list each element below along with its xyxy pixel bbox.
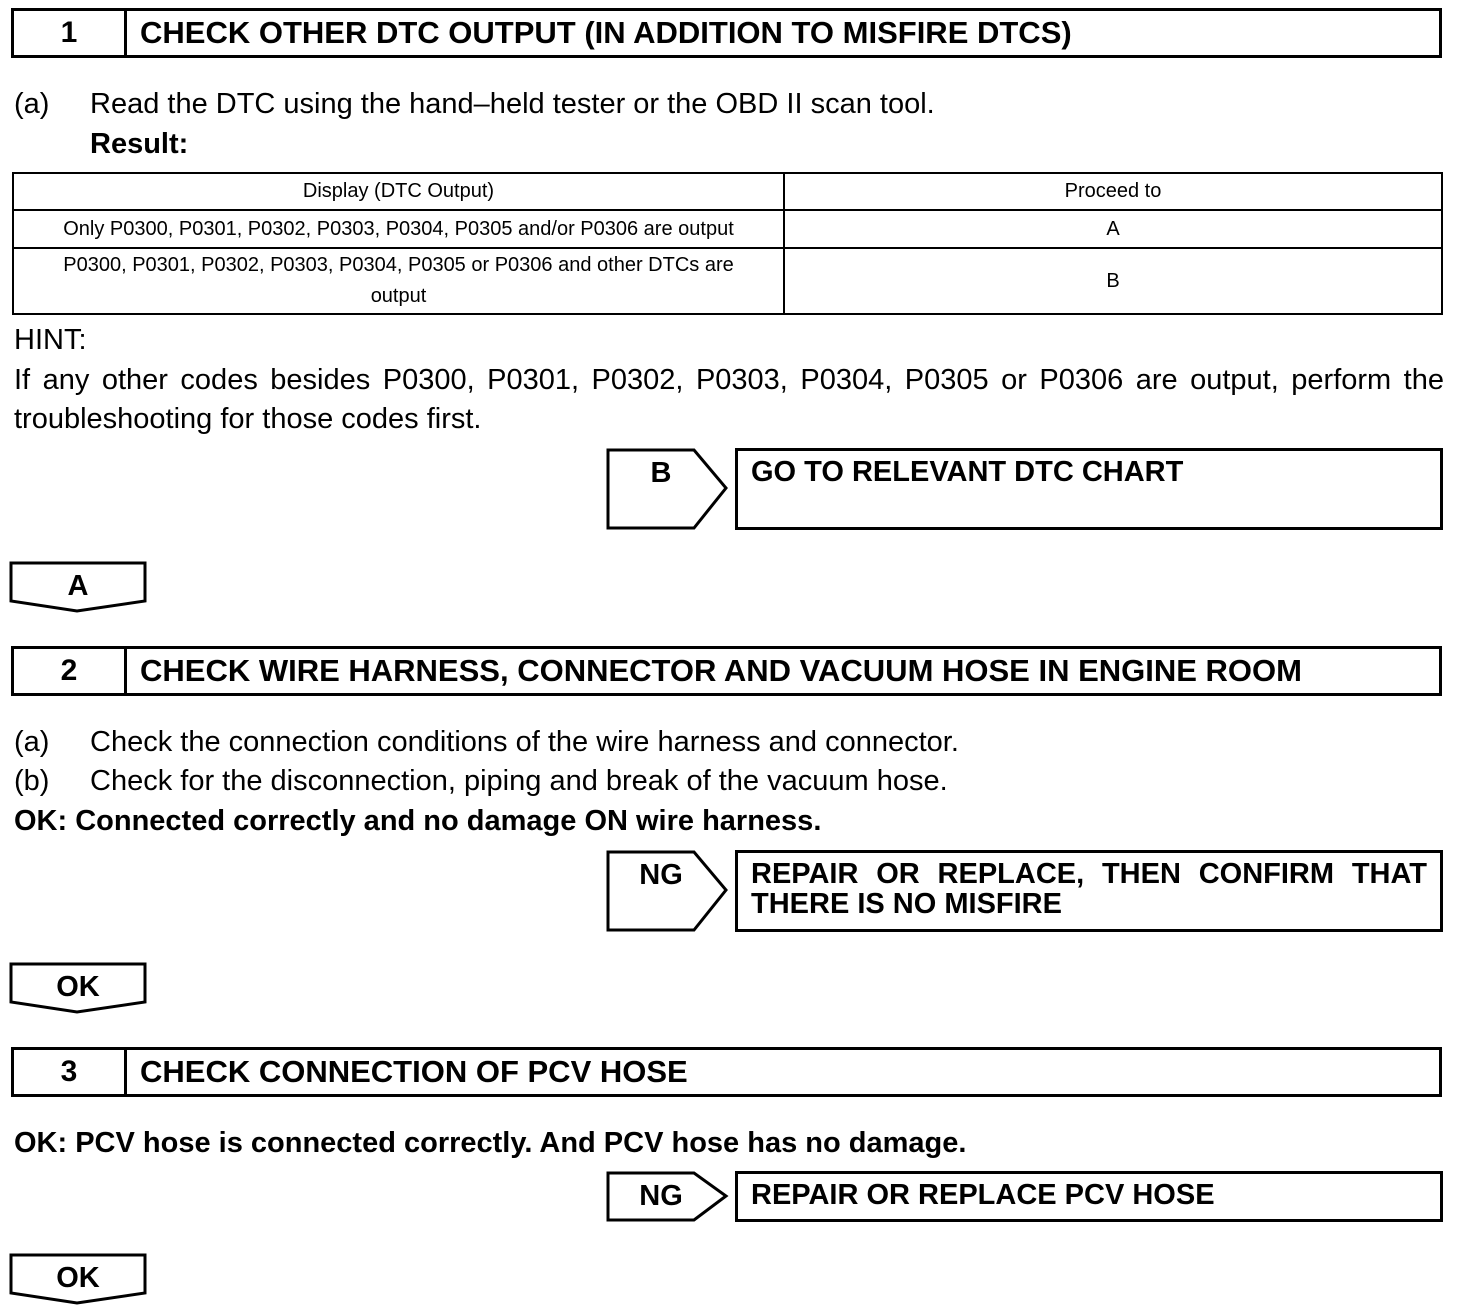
- branch-ng-label: NG: [639, 1180, 683, 1212]
- step-3-ok-criteria: OK: PCV hose is connected correctly. And PCV hose has no damage.: [14, 1127, 967, 1159]
- table-header-display: Display (DTC Output): [13, 173, 784, 210]
- branch-b-action-text: GO TO RELEVANT DTC CHART: [751, 456, 1184, 488]
- hint-line-1-text: If any other codes besides P0300, P0301, P0302, P0303, P0304, P0305 or P0306 are output, perform the: [14, 364, 1444, 396]
- table-cell-line: output: [370, 285, 427, 307]
- step-1-sub-a-label: (a): [14, 88, 50, 120]
- branch-ng-action: [735, 850, 1443, 932]
- step-2-number: 2: [14, 649, 127, 693]
- step-2-sub-b-label: (b): [14, 765, 50, 797]
- step-2-sub-a-label: (a): [14, 726, 50, 758]
- step-3-number: 3: [14, 1050, 127, 1094]
- step-2-ok-criteria: OK: Connected correctly and no damage ON wire harness.: [14, 805, 822, 837]
- continue-ok-label: OK: [56, 1262, 100, 1294]
- table-cell-display: [13, 248, 784, 314]
- continue-a-label: A: [67, 570, 89, 602]
- branch-ng-action: [735, 1171, 1443, 1222]
- result-table: [12, 172, 1443, 315]
- step-3-title: CHECK CONNECTION OF PCV HOSE: [140, 1054, 688, 1089]
- table-cell-display: Only P0300, P0301, P0302, P0303, P0304, P0305 and/or P0306 are output: [13, 210, 784, 248]
- branch-ng-label: NG: [639, 859, 683, 891]
- result-label: Result:: [90, 128, 189, 160]
- branch-ng-action-text: REPAIR OR REPLACE PCV HOSE: [751, 1179, 1215, 1211]
- hint-line-1: [14, 363, 1444, 397]
- table-row: [13, 248, 1442, 314]
- table-cell-line: P0300, P0301, P0302, P0303, P0304, P0305 or P0306 and other DTCs are: [63, 254, 734, 276]
- table-header-row: [13, 173, 1442, 210]
- hint-line-2: troubleshooting for those codes first.: [14, 403, 482, 435]
- step-2-sub-b-text: Check for the disconnection, piping and break of the vacuum hose.: [90, 765, 948, 797]
- step-3-header: [11, 1047, 1442, 1097]
- branch-b-label: B: [650, 457, 672, 489]
- table-cell-proceed: A: [784, 210, 1442, 248]
- step-1-sub-a-text: Read the DTC using the hand–held tester or the OBD II scan tool.: [90, 88, 935, 120]
- step-2-sub-a-text: Check the connection conditions of the wire harness and connector.: [90, 726, 959, 758]
- hint-label: HINT:: [14, 324, 87, 356]
- branch-ng-action-line-1: REPAIR OR REPLACE, THEN CONFIRM THAT: [751, 858, 1427, 890]
- step-1-title: CHECK OTHER DTC OUTPUT (IN ADDITION TO MISFIRE DTCS): [140, 15, 1072, 50]
- branch-ng-action-line-2: THERE IS NO MISFIRE: [751, 888, 1062, 920]
- continue-ok-label: OK: [56, 971, 100, 1003]
- step-2-title: CHECK WIRE HARNESS, CONNECTOR AND VACUUM HOSE IN ENGINE ROOM: [140, 653, 1302, 688]
- table-row: [13, 210, 1442, 248]
- step-1-header: [11, 8, 1442, 58]
- table-header-proceed: Proceed to: [784, 173, 1442, 210]
- step-2-header: [11, 646, 1442, 696]
- branch-b-action: [735, 448, 1443, 530]
- step-1-number: 1: [14, 11, 127, 55]
- table-cell-proceed: B: [784, 248, 1442, 314]
